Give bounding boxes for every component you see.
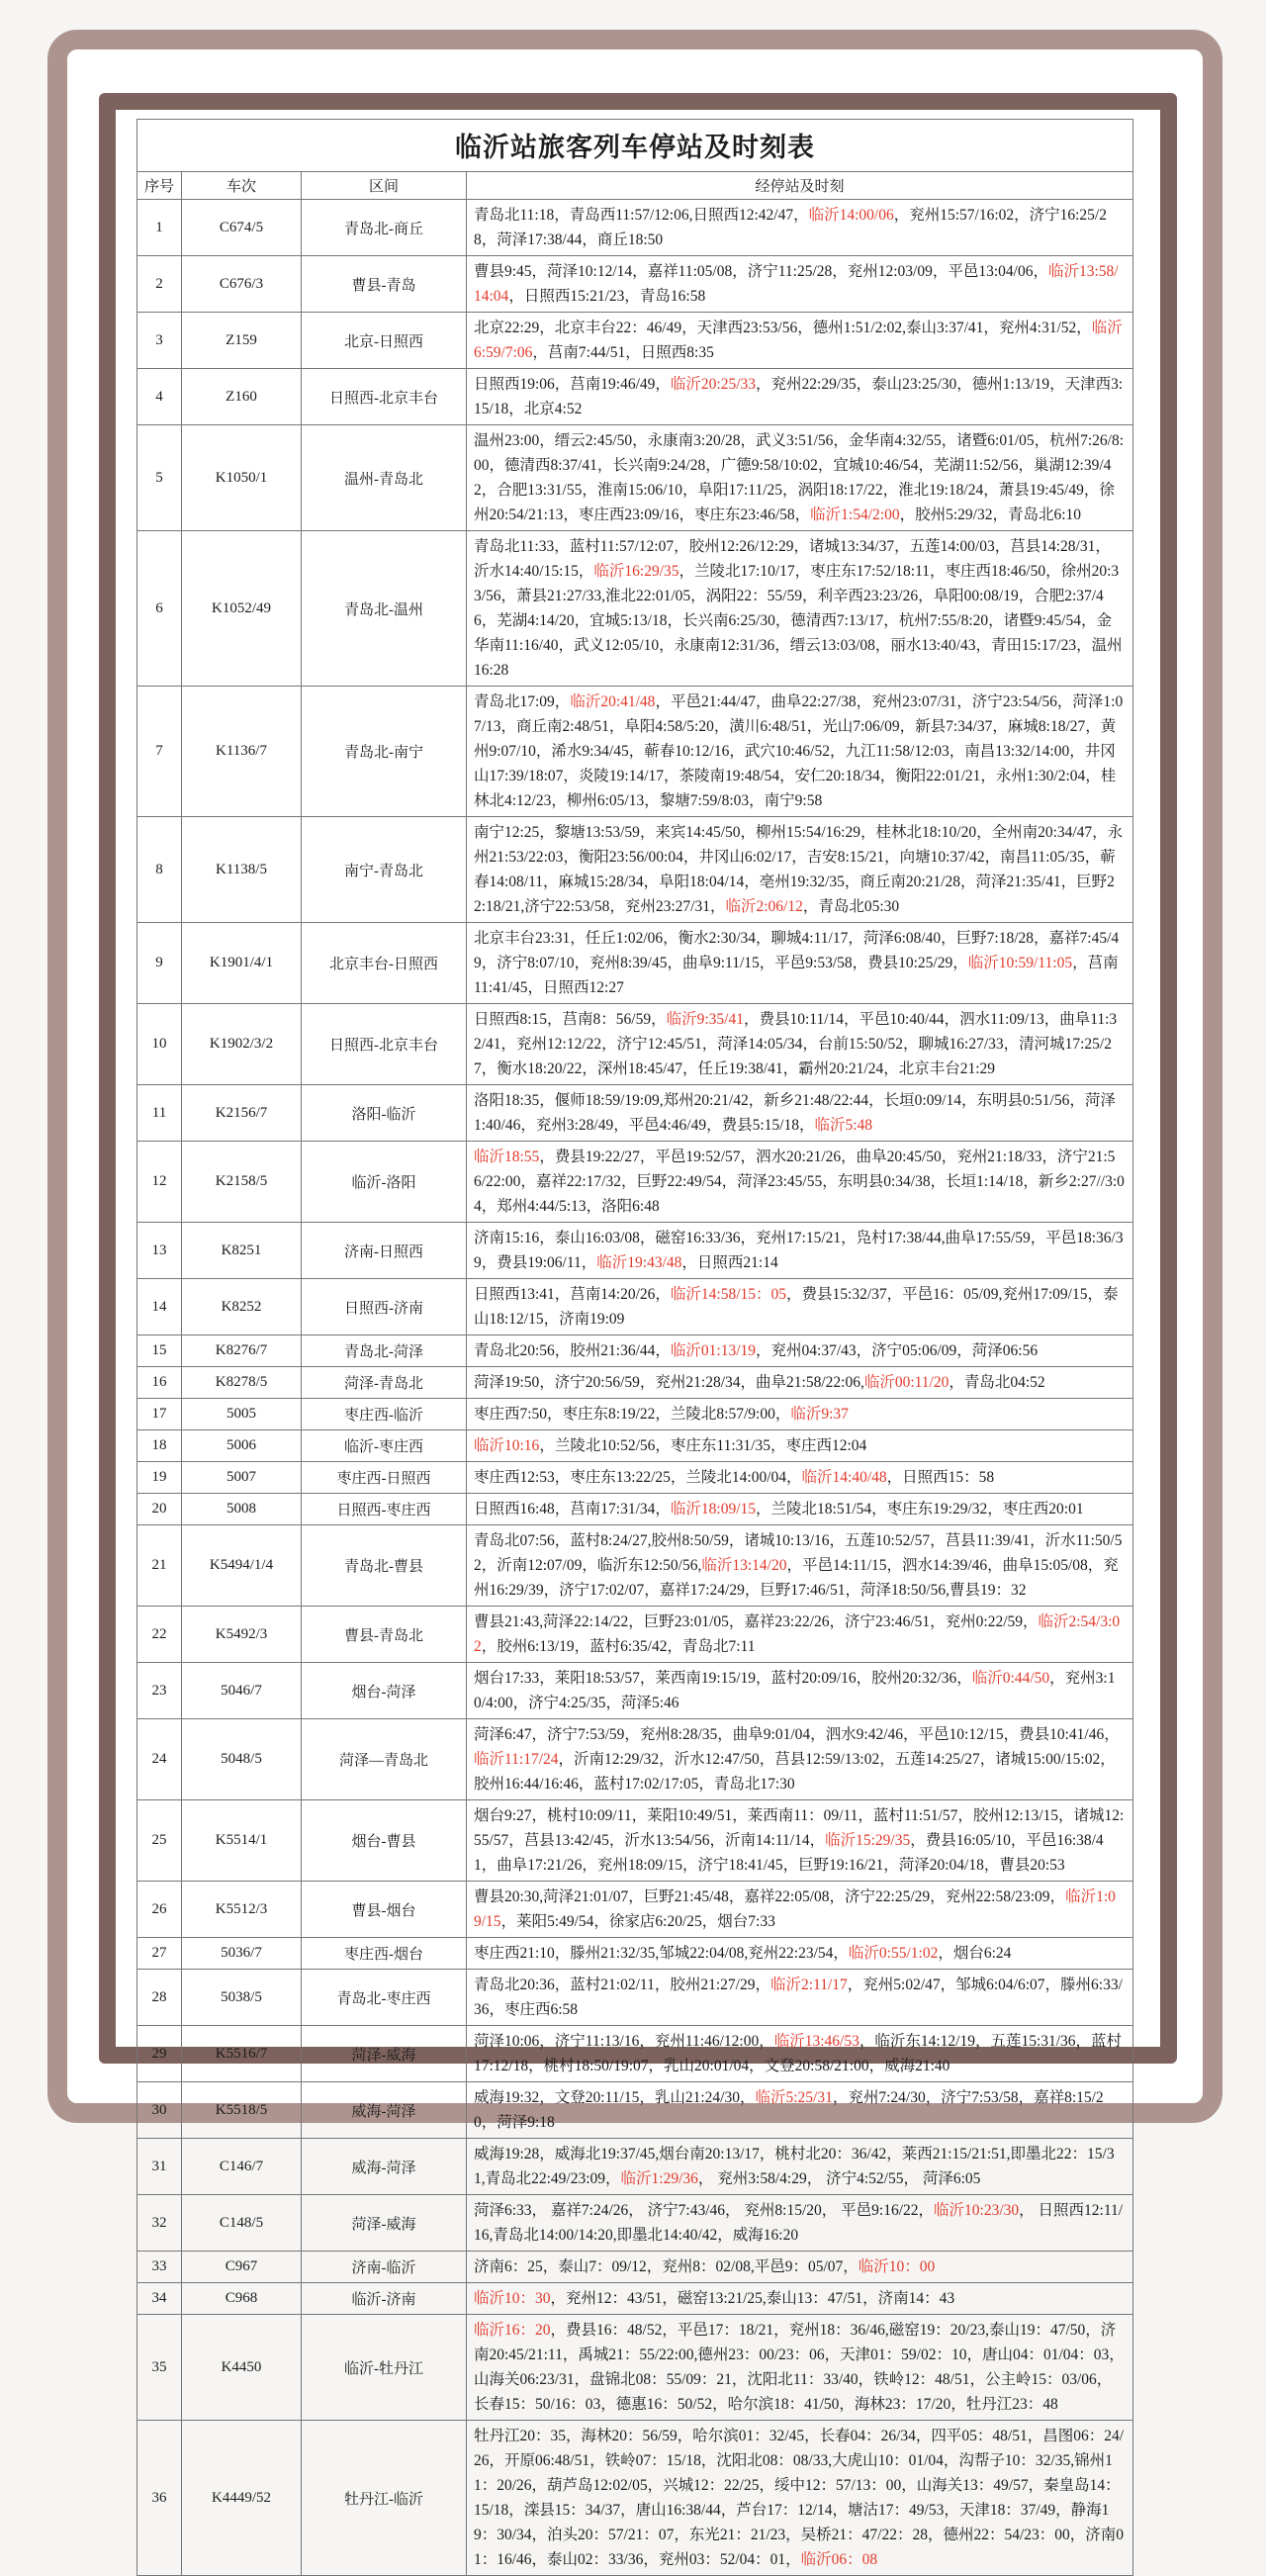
- row-sequence-number: 12: [137, 1142, 182, 1223]
- route: 青岛北-曹县: [302, 1525, 467, 1607]
- route: 临沂-枣庄西: [302, 1430, 467, 1462]
- row-sequence-number: 7: [137, 687, 182, 817]
- linyi-stop-time-highlight: 临沂9:37: [790, 1406, 849, 1423]
- stop-time-text: 威海19:28，威海北19:37/45,烟台南20:13/17，桃村北20：36/42，莱西21:15/21:51,即墨北22：15/31,青岛北22:49/23:09，: [474, 2146, 1115, 2187]
- table-row: [137, 369, 1133, 425]
- train-number: K1136/7: [182, 687, 302, 817]
- route: 菏泽—青岛北: [302, 1719, 467, 1800]
- table-row: [137, 256, 1133, 313]
- table-row: [137, 313, 1133, 369]
- train-number: K8278/5: [182, 1367, 302, 1399]
- route: 菏泽-威海: [302, 2026, 467, 2082]
- route: 烟台-菏泽: [302, 1663, 467, 1719]
- route: 菏泽-威海: [302, 2195, 467, 2252]
- route: 曹县-烟台: [302, 1882, 467, 1938]
- table-row: [137, 2195, 1133, 2252]
- title-row: [137, 120, 1133, 172]
- row-sequence-number: 1: [137, 200, 182, 256]
- row-sequence-number: 18: [137, 1430, 182, 1462]
- timetable-body: [137, 200, 1133, 2576]
- table-row: [137, 1335, 1133, 1367]
- row-sequence-number: 13: [137, 1223, 182, 1279]
- route: 威海-菏泽: [302, 2139, 467, 2195]
- linyi-stop-time-highlight: 临沂10:23/30: [934, 2202, 1020, 2219]
- stops-and-times: [467, 1882, 1133, 1938]
- linyi-stop-time-highlight: 临沂01:13/19: [670, 1342, 757, 1359]
- stop-time-text: 曹县9:45，菏泽10:12/14，嘉祥11:05/08，济宁11:25/28，兖州12:03/09，平邑13:04/06，: [474, 263, 1048, 280]
- stop-time-text: ，莒南11:41/45，日照西12:27: [474, 955, 1119, 996]
- stops-and-times: [467, 2082, 1133, 2139]
- stop-time-text: 枣庄西21:10，滕州21:32/35,邹城22:04/08,兖州22:23/54，: [474, 1945, 849, 1962]
- linyi-stop-time-highlight: 临沂10:59/11:05: [967, 955, 1073, 971]
- row-sequence-number: 34: [137, 2283, 182, 2315]
- stop-time-text: ，兖州7:24/30，济宁7:53/58，嘉祥8:15/20，菏泽9:18: [474, 2089, 1104, 2131]
- row-sequence-number: 36: [137, 2421, 182, 2576]
- train-number: K1052/49: [182, 531, 302, 687]
- stop-time-text: 菏泽10:06，济宁11:13/16，兖州11:46/12:00，: [474, 2033, 774, 2050]
- stop-time-text: 威海19:32，文登20:11/15，乳山21:24/30，: [474, 2089, 756, 2106]
- row-sequence-number: 30: [137, 2082, 182, 2139]
- row-sequence-number: 2: [137, 256, 182, 313]
- train-number: 5006: [182, 1430, 302, 1462]
- stops-and-times: [467, 313, 1133, 369]
- route: 青岛北-南宁: [302, 687, 467, 817]
- stop-time-text: ，青岛北04:52: [949, 1374, 1045, 1391]
- route: 北京-日照西: [302, 313, 467, 369]
- stop-time-text: 枣庄西7:50，枣庄东8:19/22，兰陵北8:57/9:00，: [474, 1406, 791, 1423]
- stops-and-times: [467, 1085, 1133, 1142]
- train-number: K1902/3/2: [182, 1004, 302, 1085]
- train-number: C146/7: [182, 2139, 302, 2195]
- table-row: [137, 687, 1133, 817]
- row-sequence-number: 21: [137, 1525, 182, 1607]
- stop-time-text: 北京丰台23:31，任丘1:02/06，衡水2:30/34，聊城4:11/17，菏泽6:08/40，巨野7:18/28，嘉祥7:45/49，济宁8:07/10，兖州8:39/45，曲阜9:11/15，平邑9:53/58，费县10:25/29，: [474, 930, 1120, 971]
- route: 烟台-曹县: [302, 1800, 467, 1882]
- row-sequence-number: 16: [137, 1367, 182, 1399]
- table-row: [137, 1663, 1133, 1719]
- row-sequence-number: 32: [137, 2195, 182, 2252]
- route: 青岛北-枣庄西: [302, 1970, 467, 2026]
- linyi-stop-time-highlight: 临沂2:11/17: [769, 1977, 848, 1993]
- column-header-train: 车次: [182, 172, 302, 200]
- linyi-stop-time-highlight: 临沂6:59/7:06: [474, 320, 1123, 361]
- train-number: K5518/5: [182, 2082, 302, 2139]
- linyi-stop-time-highlight: 临沂13:58/14:04: [474, 263, 1119, 305]
- row-sequence-number: 9: [137, 923, 182, 1004]
- stops-and-times: [467, 687, 1133, 817]
- linyi-stop-time-highlight: 临沂00:11/20: [863, 1374, 950, 1391]
- linyi-stop-time-highlight: 临沂18:09/15: [670, 1501, 757, 1518]
- route: 临沂-牡丹江: [302, 2315, 467, 2421]
- stops-and-times: [467, 1335, 1133, 1367]
- train-number: K5516/7: [182, 2026, 302, 2082]
- train-number: 5048/5: [182, 1719, 302, 1800]
- linyi-stop-time-highlight: 临沂1:54/2:00: [810, 506, 900, 523]
- row-sequence-number: 5: [137, 425, 182, 531]
- stop-time-text: 北京22:29，北京丰台22：46/49，天津西23:53/56，德州1:51/2:02,泰山3:37/41，兖州4:31/52，: [474, 320, 1092, 336]
- table-row: [137, 1004, 1133, 1085]
- table-row: [137, 817, 1133, 923]
- linyi-stop-time-highlight: 临沂11:17/24: [474, 1751, 559, 1768]
- stops-and-times: [467, 2026, 1133, 2082]
- row-sequence-number: 20: [137, 1494, 182, 1525]
- stops-and-times: [467, 817, 1133, 923]
- stop-time-text: 青岛北07:56，蓝村8:24/27,胶州8:50/59，诸城10:13/16，五莲10:52/57，莒县11:39/41，沂水11:50/52，沂南12:07/09，临沂东12:50/56,: [474, 1532, 1123, 1574]
- table-row: [137, 2315, 1133, 2421]
- train-number: K8276/7: [182, 1335, 302, 1367]
- linyi-stop-time-highlight: 临沂18:55: [474, 1149, 540, 1165]
- linyi-stop-time-highlight: 临沂5:25/31: [755, 2089, 833, 2106]
- route: 青岛北-温州: [302, 531, 467, 687]
- route: 牡丹江-临沂: [302, 2421, 467, 2576]
- table-row: [137, 1938, 1133, 1970]
- row-sequence-number: 33: [137, 2252, 182, 2283]
- route: 枣庄西-日照西: [302, 1462, 467, 1494]
- stops-and-times: [467, 1494, 1133, 1525]
- linyi-stop-time-highlight: 临沂2:06/12: [725, 898, 803, 915]
- stops-and-times: [467, 1142, 1133, 1223]
- row-sequence-number: 4: [137, 369, 182, 425]
- stop-time-text: ，兖州15:57/16:02，济宁16:25/28，菏泽17:38/44，商丘18:50: [474, 207, 1107, 248]
- train-number: C148/5: [182, 2195, 302, 2252]
- stops-and-times: [467, 1938, 1133, 1970]
- route: 济南-临沂: [302, 2252, 467, 2283]
- stop-time-text: ，费县10:11/14，平邑10:40/44，泗水11:09/13，曲阜11:32/41，兖州12:12/22，济宁12:45/51，菏泽14:05/34，台前15:50/52，聊城16:27/33，清河城17:25/27，衡水18:20/22，深州18:45/47，任丘19:38/41，霸州20:21/24，北京丰台21:29: [474, 1011, 1118, 1077]
- table-row: [137, 1399, 1133, 1430]
- stop-time-text: ，兖州22:29/35，泰山23:25/30，德州1:13/19，天津西3:15/18，北京4:52: [474, 376, 1124, 417]
- linyi-stop-time-highlight: 临沂14:00/06: [808, 207, 894, 224]
- stop-time-text: ，兖州12：43/51，磁窑13:21/25,泰山13：47/51，济南14：43: [550, 2290, 955, 2307]
- route: 日照西-济南: [302, 1279, 467, 1335]
- stops-and-times: [467, 2195, 1133, 2252]
- stop-time-text: 日照西16:48，莒南17:31/34，: [474, 1501, 671, 1518]
- train-number: K5494/1/4: [182, 1525, 302, 1607]
- train-number: K5512/3: [182, 1882, 302, 1938]
- table-row: [137, 1085, 1133, 1142]
- linyi-stop-time-highlight: 临沂10：00: [858, 2258, 936, 2275]
- route: 温州-青岛北: [302, 425, 467, 531]
- stop-time-text: ，费县16：48/52，平邑17：18/21，兖州18：36/46,磁窑19：20/23,泰山19：47/50，济南20:45/21:11，禹城21：55/22:00,德州23：00/23：06，天津01：59/02：10，唐山04：01/04：03，山海关06:23/31，盘锦北08：55/09：21，沈阳北11：33/40，铁岭12：48/51，公主岭15：03/06，长春15：50/16：03，德惠16：50/52，哈尔滨18：41/50，海林23：17/20，牡丹江23：48: [474, 2322, 1125, 2413]
- row-sequence-number: 25: [137, 1800, 182, 1882]
- linyi-stop-time-highlight: 临沂1:29/36: [620, 2170, 698, 2187]
- train-number: 5007: [182, 1462, 302, 1494]
- train-number: C968: [182, 2283, 302, 2315]
- stop-time-text: ，临沂东14:12/19，五莲15:31/36，蓝村17:12/18，桃村18:50/19:07，乳山20:01/04，文登20:58/21:00，威海21:40: [474, 2033, 1123, 2074]
- linyi-stop-time-highlight: 临沂20:41/48: [570, 693, 656, 710]
- route: 枣庄西-临沂: [302, 1399, 467, 1430]
- column-header-route: 区间: [302, 172, 467, 200]
- stop-time-text: ，费县19:22/27，平邑19:52/57，泗水20:21/26，曲阜20:45/50，兖州21:18/33，济宁21:56/22:00，嘉祥22:17/32，巨野22:49/54，菏泽23:45/55，东明县0:34/38，长垣1:14/18，新乡2:27//3:04，郑州4:44/5:13，洛阳6:48: [474, 1149, 1125, 1215]
- row-sequence-number: 29: [137, 2026, 182, 2082]
- stop-time-text: 济南15:16，泰山16:03/08，磁窑16:33/36，兖州17:15/21，凫村17:38/44,曲阜17:55/59，平邑18:36/39，费县19:06/11，: [474, 1230, 1124, 1271]
- stop-time-text: ，日照西15:21/23，青岛16:58: [508, 288, 706, 305]
- stops-and-times: [467, 1367, 1133, 1399]
- route: 日照西-北京丰台: [302, 1004, 467, 1085]
- linyi-stop-time-highlight: 临沂14:40/48: [801, 1469, 887, 1486]
- stops-and-times: [467, 200, 1133, 256]
- stop-time-text: 菏泽19:50，济宁20:56/59，兖州21:28/34，曲阜21:58/22:06,: [474, 1374, 864, 1391]
- route: 青岛北-菏泽: [302, 1335, 467, 1367]
- stops-and-times: [467, 2252, 1133, 2283]
- train-number: 5008: [182, 1494, 302, 1525]
- train-number: Z159: [182, 313, 302, 369]
- column-header-stops: 经停站及时刻: [467, 172, 1133, 200]
- stop-time-text: ， 日照西12:11/16,青岛北14:00/14:20,即墨北14:40/42，威海16:20: [474, 2202, 1124, 2244]
- train-number: K4450: [182, 2315, 302, 2421]
- train-number: K1050/1: [182, 425, 302, 531]
- train-number: K5514/1: [182, 1800, 302, 1882]
- route: 济南-日照西: [302, 1223, 467, 1279]
- train-number: C676/3: [182, 256, 302, 313]
- linyi-stop-time-highlight: 临沂9:35/41: [666, 1011, 744, 1028]
- stop-time-text: ， 兖州3:58/4:29， 济宁4:52/55， 菏泽6:05: [697, 2170, 981, 2187]
- row-sequence-number: 15: [137, 1335, 182, 1367]
- stop-time-text: ，烟台6:24: [938, 1945, 1012, 1962]
- stop-time-text: ，兖州04:37/43，济宁05:06/09，菏泽06:56: [756, 1342, 1039, 1359]
- route: 曹县-青岛北: [302, 1607, 467, 1663]
- stops-and-times: [467, 1430, 1133, 1462]
- stop-time-text: 枣庄西12:53，枣庄东13:22/25，兰陵北14:00/04，: [474, 1469, 802, 1486]
- train-number: K2156/7: [182, 1085, 302, 1142]
- route: 临沂-济南: [302, 2283, 467, 2315]
- table-row: [137, 200, 1133, 256]
- table-row: [137, 1800, 1133, 1882]
- stop-time-text: 洛阳18:35，偃师18:59/19:09,郑州20:21/42，新乡21:48/22:44，长垣0:09/14，东明县0:51/56，菏泽1:40/46，兖州3:28/49，平邑4:46/49，费县5:15/18，: [474, 1092, 1116, 1134]
- table-row: [137, 2082, 1133, 2139]
- stop-time-text: ，胶州6:13/19，蓝村6:35/42，青岛北7:11: [481, 1638, 756, 1655]
- table-row: [137, 1367, 1133, 1399]
- route: 菏泽-青岛北: [302, 1367, 467, 1399]
- row-sequence-number: 10: [137, 1004, 182, 1085]
- table-row: [137, 2283, 1133, 2315]
- table-row: [137, 425, 1133, 531]
- route: 曹县-青岛: [302, 256, 467, 313]
- row-sequence-number: 11: [137, 1085, 182, 1142]
- linyi-stop-time-highlight: 临沂06：08: [800, 2551, 878, 2568]
- stop-time-text: ，沂南12:29/32，沂水12:47/50，莒县12:59/13:02，五莲14:25/27，诸城15:00/15:02，胶州16:44/16:46，蓝村17:02/17:05，青岛北17:30: [474, 1751, 1116, 1793]
- table-row: [137, 2026, 1133, 2082]
- table-row: [137, 1882, 1133, 1938]
- stop-time-text: ，兰陵北18:51/54，枣庄东19:29/32，枣庄西20:01: [756, 1501, 1084, 1518]
- stop-time-text: 曹县20:30,菏泽21:01/07，巨野21:45/48，嘉祥22:05/08，济宁22:25/29，兖州22:58/23:09，: [474, 1888, 1066, 1905]
- table-row: [137, 1970, 1133, 2026]
- stop-time-text: 青岛北11:33，蓝村11:57/12:07，胶州12:26/12:29，诸城13:34/37，五莲14:00/03，莒县14:28/31，沂水14:40/15:15，: [474, 538, 1111, 580]
- train-number: 5038/5: [182, 1970, 302, 2026]
- stop-time-text: 日照西19:06，莒南19:46/49，: [474, 376, 671, 393]
- row-sequence-number: 17: [137, 1399, 182, 1430]
- route: 威海-菏泽: [302, 2082, 467, 2139]
- stop-time-text: 青岛北20:56，胶州21:36/44，: [474, 1342, 671, 1359]
- stops-and-times: [467, 369, 1133, 425]
- train-number: K1138/5: [182, 817, 302, 923]
- train-number: C674/5: [182, 200, 302, 256]
- stop-time-text: 青岛北11:18，青岛西11:57/12:06,日照西12:42/47，: [474, 207, 809, 224]
- route: 洛阳-临沂: [302, 1085, 467, 1142]
- stop-time-text: ，莒南7:44/51，日照西8:35: [532, 344, 714, 361]
- linyi-stop-time-highlight: 临沂10：30: [474, 2290, 551, 2307]
- table-row: [137, 1719, 1133, 1800]
- table-row: [137, 2421, 1133, 2576]
- row-sequence-number: 14: [137, 1279, 182, 1335]
- stop-time-text: 温州23:00，缙云2:45/50，永康南3:20/28，武义3:51/56，金华南4:32/55，诸暨6:01/05，杭州7:26/8:00，德清西8:37/41，长兴南9:24/28，广德9:58/10:02，宜城10:46/54，芜湖11:52/56，巢湖12:39/42，合肥13:31/55，淮南15:06/10，阜阳17:11/25，涡阳18:17/22，淮北19:18/24，萧县19:45/49，徐州20:54/21:13，枣庄西23:09/16，枣庄东23:46/58，: [474, 432, 1125, 523]
- stops-and-times: [467, 1719, 1133, 1800]
- route: 日照西-北京丰台: [302, 369, 467, 425]
- stop-time-text: 菏泽6:33， 嘉祥7:24/26， 济宁7:43/46， 兖州8:15/20， 平邑9:16/22，: [474, 2202, 935, 2219]
- table-row: [137, 1607, 1133, 1663]
- linyi-stop-time-highlight: 临沂19:43/48: [596, 1254, 682, 1271]
- stop-time-text: 牡丹江20：35，海林20：56/59，哈尔滨01：32/45，长春04：26/34，四平05：48/51，昌图06：24/26，开原06:48/51，铁岭07：15/18，沈阳北08：08/33,大虎山10：01/04，沟帮子10：32/35,锦州11：20/26，葫芦岛12:02/05，兴城12：22/25，绥中12：57/13：00，山海关13：49/57，秦皇岛14：15/18，滦县15：34/37，唐山16:38/44，芦台17：12/14，塘沽17：49/53，天津18：37/49，静海19：30/34，泊头20：57/21：07，东光21：21/23，吴桥21：47/22：28，德州22：54/23：00，济南01：16/46，泰山02：33/36，兖州03：52/04：01，: [474, 2428, 1125, 2568]
- route: 南宁-青岛北: [302, 817, 467, 923]
- stop-time-text: 青岛北17:09，: [474, 693, 571, 710]
- stop-time-text: 济南6：25，泰山7：09/12，兖州8：02/08,平邑9：05/07，: [474, 2258, 859, 2275]
- train-number: K5492/3: [182, 1607, 302, 1663]
- row-sequence-number: 31: [137, 2139, 182, 2195]
- stop-time-text: ，兖州3:10/4:00，济宁4:25/35，菏泽5:46: [474, 1670, 1116, 1711]
- train-number: K8252: [182, 1279, 302, 1335]
- train-number: C967: [182, 2252, 302, 2283]
- stop-time-text: ，平邑14:11/15，泗水14:39/46，曲阜15:05/08，兖州16:29/39，济宁17:02/07，嘉祥17:24/29，巨野17:46/51，菏泽18:50/56,曹县19：32: [474, 1557, 1119, 1599]
- stops-and-times: [467, 1970, 1133, 2026]
- linyi-stop-time-highlight: 临沂10:16: [474, 1437, 540, 1454]
- linyi-stop-time-highlight: 临沂2:54/3:02: [474, 1613, 1121, 1655]
- stops-and-times: [467, 1462, 1133, 1494]
- linyi-stop-time-highlight: 临沂0:55/1:02: [848, 1945, 939, 1962]
- table-row: [137, 1430, 1133, 1462]
- table-row: [137, 1279, 1133, 1335]
- route: 北京丰台-日照西: [302, 923, 467, 1004]
- stop-time-text: 日照西8:15，莒南8：56/59，: [474, 1011, 667, 1028]
- stop-time-text: ，兰陵北10:52/56，枣庄东11:31/35，枣庄西12:04: [539, 1437, 867, 1454]
- stops-and-times: [467, 1223, 1133, 1279]
- stop-time-text: ，胶州5:29/32，青岛北6:10: [899, 506, 1081, 523]
- train-number: 5036/7: [182, 1938, 302, 1970]
- stops-and-times: [467, 1279, 1133, 1335]
- route: 日照西-枣庄西: [302, 1494, 467, 1525]
- train-number: K2158/5: [182, 1142, 302, 1223]
- stop-time-text: 烟台9:27，桃村10:09/11，莱阳10:49/51，莱西南11：09/11，蓝村11:51/57，胶州12:13/15，诸城12:55/57，莒县13:42/45，沂水13:54/56，沂南14:11/14，: [474, 1807, 1125, 1849]
- train-number: K1901/4/1: [182, 923, 302, 1004]
- train-number: 5046/7: [182, 1663, 302, 1719]
- linyi-stop-time-highlight: 临沂0:44/50: [971, 1670, 1050, 1687]
- stops-and-times: [467, 1800, 1133, 1882]
- timetable: [136, 119, 1133, 2576]
- train-number: K8251: [182, 1223, 302, 1279]
- stop-time-text: ，日照西21:14: [681, 1254, 778, 1271]
- row-sequence-number: 19: [137, 1462, 182, 1494]
- route: 临沂-洛阳: [302, 1142, 467, 1223]
- stop-time-text: ，平邑21:44/47，曲阜22:27/38，兖州23:07/31，济宁23:54/56，菏泽1:07/13，商丘南2:48/51，阜阳4:58/5:20，潢川6:48/51，光山7:06/09，新县7:34/37，麻城8:18/27，黄州9:07/10，浠水9:34/45，蕲春10:12/16，武穴10:46/52，九江11:58/12:03，南昌13:32/14:00，井冈山17:39/18:07，炎陵19:14/17，茶陵南19:48/54，安仁20:18/34，衡阳22:01/21，永州1:30/2:04，桂林北4:12/23，柳州6:05/13，黎塘7:59/8:03，南宁9:58: [474, 693, 1124, 809]
- stops-and-times: [467, 923, 1133, 1004]
- stops-and-times: [467, 425, 1133, 531]
- stop-time-text: 日照西13:41，莒南14:20/26，: [474, 1286, 671, 1303]
- table-row: [137, 1525, 1133, 1607]
- stop-time-text: ，青岛北05:30: [802, 898, 900, 915]
- table-row: [137, 1142, 1133, 1223]
- stops-and-times: [467, 1663, 1133, 1719]
- stop-time-text: ，费县16:05/10，平邑16:38/41，曲阜17:21/26，兖州18:09/15，济宁18:41/45，巨野19:16/21，菏泽20:04/18，曹县20:53: [474, 1832, 1104, 1874]
- table-row: [137, 1223, 1133, 1279]
- stops-and-times: [467, 1525, 1133, 1607]
- stop-time-text: ，日照西15：58: [886, 1469, 995, 1486]
- route: 枣庄西-烟台: [302, 1938, 467, 1970]
- stops-and-times: [467, 2139, 1133, 2195]
- stop-time-text: 烟台17:33，莱阳18:53/57，莱西南19:15/19，蓝村20:09/16，胶州20:32/36，: [474, 1670, 972, 1687]
- stops-and-times: [467, 531, 1133, 687]
- stops-and-times: [467, 2315, 1133, 2421]
- linyi-stop-time-highlight: 临沂5:48: [814, 1117, 873, 1134]
- linyi-stop-time-highlight: 临沂14:58/15：05: [670, 1286, 787, 1303]
- train-number: 5005: [182, 1399, 302, 1430]
- stop-time-text: 曹县21:43,菏泽22:14/22，巨野23:01/05，嘉祥23:22/26，济宁23:46/51，兖州0:22/59，: [474, 1613, 1039, 1630]
- linyi-stop-time-highlight: 临沂20:25/33: [670, 376, 757, 393]
- row-sequence-number: 35: [137, 2315, 182, 2421]
- table-row: [137, 531, 1133, 687]
- linyi-stop-time-highlight: 临沂13:46/53: [773, 2033, 859, 2050]
- linyi-stop-time-highlight: 临沂15:29/35: [825, 1832, 911, 1849]
- timetable-container: [136, 119, 1133, 2576]
- row-sequence-number: 23: [137, 1663, 182, 1719]
- table-row: [137, 2252, 1133, 2283]
- stop-time-text: ，莱阳5:49/54，徐家店6:20/25，烟台7:33: [500, 1913, 775, 1930]
- stop-time-text: ，兖州5:02/47，邹城6:04/6:07，滕州6:33/36，枣庄西6:58: [474, 1977, 1123, 2018]
- table-row: [137, 1494, 1133, 1525]
- train-number: K4449/52: [182, 2421, 302, 2576]
- route: 青岛北-商丘: [302, 200, 467, 256]
- row-sequence-number: 6: [137, 531, 182, 687]
- stops-and-times: [467, 256, 1133, 313]
- stops-and-times: [467, 2283, 1133, 2315]
- stop-time-text: 青岛北20:36，蓝村21:02/11，胶州21:27/29，: [474, 1977, 770, 1993]
- row-sequence-number: 22: [137, 1607, 182, 1663]
- row-sequence-number: 3: [137, 313, 182, 369]
- stops-and-times: [467, 2421, 1133, 2576]
- train-number: Z160: [182, 369, 302, 425]
- stops-and-times: [467, 1607, 1133, 1663]
- stop-time-text: ，兰陵北17:10/17，枣庄东17:52/18:11，枣庄西18:46/50，徐州20:33/56，萧县21:27/33,淮北22:01/05，涡阳22：55/59，利辛西23:23/26，阜阳00:08/19，合肥2:37/46，芜湖4:14/20，宜城5:13/18，长兴南6:25/30，德清西7:13/17，杭州7:55/8:20，诸暨9:45/54，金华南11:16/40，武义12:05/10，永康南12:31/36，缙云13:03/08，丽水13:40/43，青田15:17/23，温州16:28: [474, 563, 1123, 679]
- linyi-stop-time-highlight: 临沂13:14/20: [701, 1557, 787, 1574]
- stops-and-times: [467, 1399, 1133, 1430]
- table-row: [137, 923, 1133, 1004]
- stop-time-text: 菏泽6:47，济宁7:53/59，兖州8:28/35，曲阜9:01/04，泗水9:42/46，平邑10:12/15，费县10:41/46，: [474, 1726, 1120, 1743]
- row-sequence-number: 8: [137, 817, 182, 923]
- stops-and-times: [467, 1004, 1133, 1085]
- row-sequence-number: 27: [137, 1938, 182, 1970]
- stop-time-text: ，费县15:32/37，平邑16：05/09,兖州17:09/15，泰山18:12/15，济南19:09: [474, 1286, 1119, 1328]
- linyi-stop-time-highlight: 临沂16:29/35: [593, 563, 679, 580]
- row-sequence-number: 26: [137, 1882, 182, 1938]
- stop-time-text: 南宁12:25，黎塘13:53/59，来宾14:45/50，柳州15:54/16:29，桂林北18:10/20，全州南20:34/47，永州21:53/22:03，衡阳23:56/00:04，井冈山6:02/17，吉安8:15/21，向塘10:37/42，南昌11:05/35，蕲春14:08/11，麻城15:28/34，阜阳18:04/14，亳州19:32/35，商丘南20:21/28，菏泽21:35/41，巨野22:18/21,济宁22:53/58，兖州23:27/31，: [474, 824, 1124, 915]
- row-sequence-number: 24: [137, 1719, 182, 1800]
- table-row: [137, 2139, 1133, 2195]
- linyi-stop-time-highlight: 临沂1:09/15: [474, 1888, 1116, 1930]
- row-sequence-number: 28: [137, 1970, 182, 2026]
- linyi-stop-time-highlight: 临沂16：20: [474, 2322, 551, 2339]
- header-row: [137, 172, 1133, 200]
- table-row: [137, 1462, 1133, 1494]
- page-title: 临沂站旅客列车停站及时刻表: [137, 120, 1133, 172]
- column-header-seq: 序号: [137, 172, 182, 200]
